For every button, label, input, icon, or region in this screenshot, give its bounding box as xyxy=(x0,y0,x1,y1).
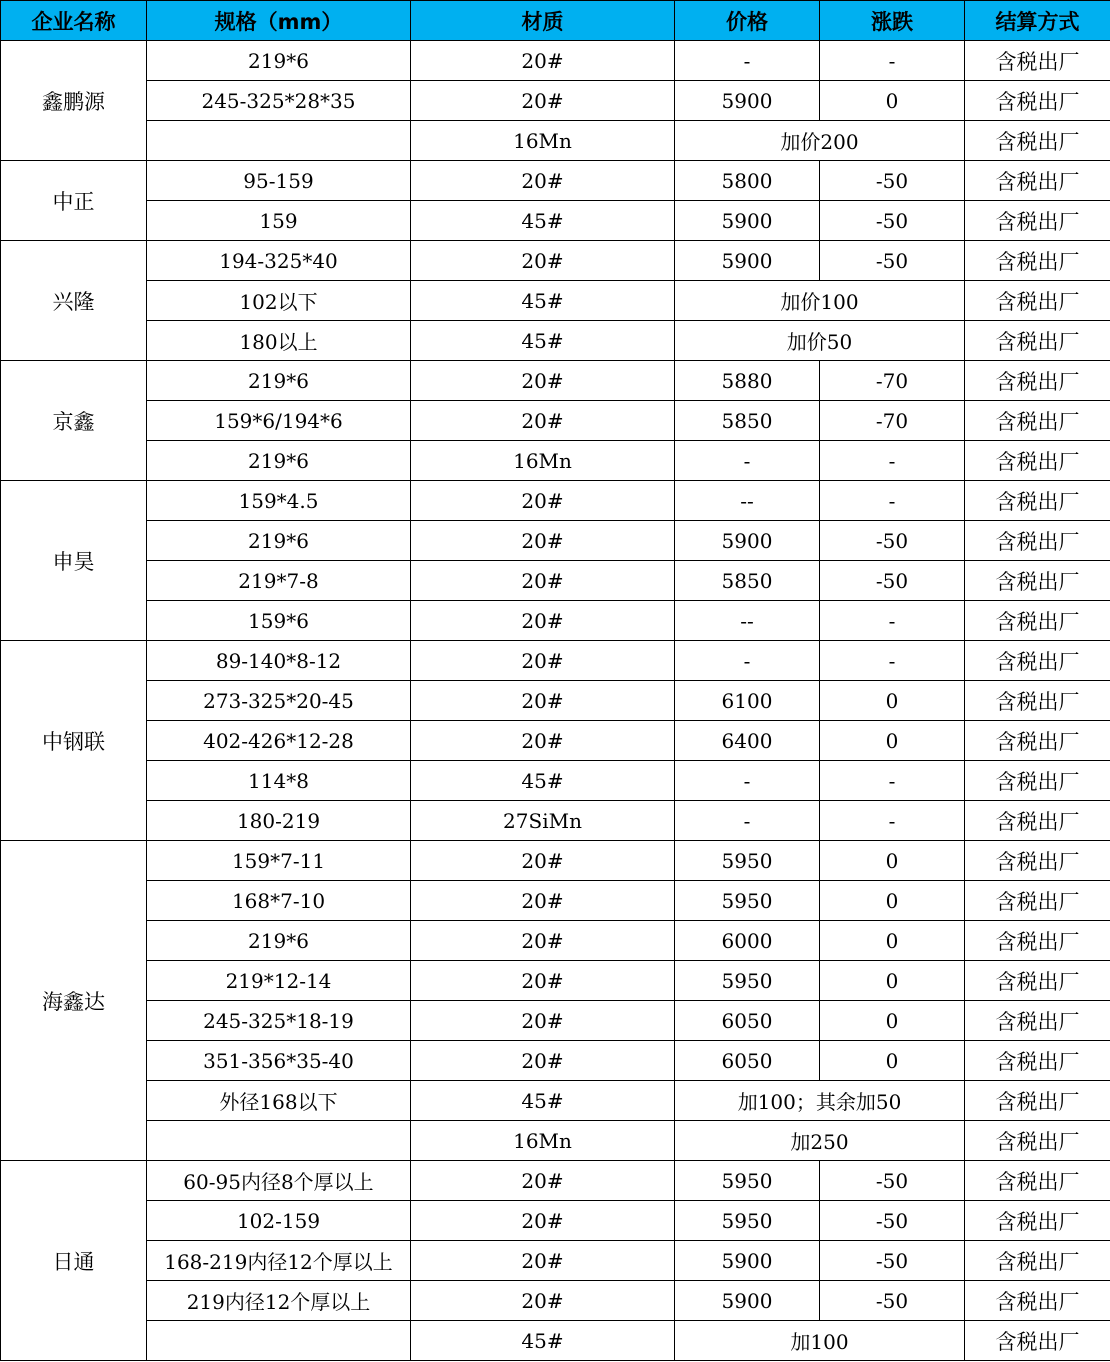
settlement-cell: 含税出厂 xyxy=(965,1201,1110,1241)
spec-cell: 180-219 xyxy=(147,801,411,841)
change-cell: - xyxy=(820,441,965,481)
table-row xyxy=(1,1121,1110,1161)
spec-cell: 219*6 xyxy=(147,441,411,481)
price-cell: 5950 xyxy=(675,961,820,1001)
material-cell: 20# xyxy=(411,841,675,881)
spec-cell: 95-159 xyxy=(147,161,411,201)
price-change-merged-cell: 加100；其余加50 xyxy=(675,1081,965,1121)
table-row xyxy=(1,1241,1110,1281)
change-cell: -50 xyxy=(820,521,965,561)
company-cell: 中钢联 xyxy=(1,641,147,841)
material-cell: 20# xyxy=(411,241,675,281)
settlement-cell: 含税出厂 xyxy=(965,1001,1110,1041)
material-cell: 20# xyxy=(411,881,675,921)
spec-cell: 351-356*35-40 xyxy=(147,1041,411,1081)
settlement-cell: 含税出厂 xyxy=(965,361,1110,401)
table-row xyxy=(1,1161,1110,1201)
material-cell: 20# xyxy=(411,681,675,721)
change-cell: -50 xyxy=(820,1201,965,1241)
table-row xyxy=(1,281,1110,321)
price-cell: - xyxy=(675,441,820,481)
price-cell: 5880 xyxy=(675,361,820,401)
price-cell: - xyxy=(675,801,820,841)
spec-cell xyxy=(147,1321,411,1361)
table-row xyxy=(1,121,1110,161)
change-cell: - xyxy=(820,801,965,841)
table-row xyxy=(1,1281,1110,1321)
spec-cell: 245-325*28*35 xyxy=(147,81,411,121)
header-spec: 规格（mm） xyxy=(147,1,411,41)
table-row xyxy=(1,761,1110,801)
spec-cell: 159*6 xyxy=(147,601,411,641)
settlement-cell: 含税出厂 xyxy=(965,721,1110,761)
change-cell: 0 xyxy=(820,961,965,1001)
table-row xyxy=(1,241,1110,281)
change-cell: 0 xyxy=(820,841,965,881)
price-cell: 6000 xyxy=(675,921,820,961)
material-cell: 45# xyxy=(411,761,675,801)
material-cell: 16Mn xyxy=(411,1121,675,1161)
price-cell: 5950 xyxy=(675,881,820,921)
settlement-cell: 含税出厂 xyxy=(965,1281,1110,1321)
company-cell: 兴隆 xyxy=(1,241,147,361)
settlement-cell: 含税出厂 xyxy=(965,1121,1110,1161)
spec-cell: 402-426*12-28 xyxy=(147,721,411,761)
company-cell: 中正 xyxy=(1,161,147,241)
price-cell: 5850 xyxy=(675,561,820,601)
price-cell: - xyxy=(675,761,820,801)
change-cell: -70 xyxy=(820,361,965,401)
spec-cell: 159*7-11 xyxy=(147,841,411,881)
settlement-cell: 含税出厂 xyxy=(965,601,1110,641)
material-cell: 20# xyxy=(411,81,675,121)
change-cell: -50 xyxy=(820,241,965,281)
spec-cell: 180以上 xyxy=(147,321,411,361)
price-cell: 5900 xyxy=(675,521,820,561)
table-row xyxy=(1,401,1110,441)
price-cell: 5850 xyxy=(675,401,820,441)
price-cell: 5900 xyxy=(675,1281,820,1321)
material-cell: 20# xyxy=(411,921,675,961)
table-row xyxy=(1,921,1110,961)
table-row xyxy=(1,1041,1110,1081)
header-settlement: 结算方式 xyxy=(965,1,1110,41)
change-cell: -50 xyxy=(820,1241,965,1281)
material-cell: 20# xyxy=(411,1201,675,1241)
table-row xyxy=(1,441,1110,481)
table-row xyxy=(1,681,1110,721)
table-row xyxy=(1,41,1110,81)
settlement-cell: 含税出厂 xyxy=(965,481,1110,521)
settlement-cell: 含税出厂 xyxy=(965,561,1110,601)
settlement-cell: 含税出厂 xyxy=(965,801,1110,841)
spec-cell: 168*7-10 xyxy=(147,881,411,921)
change-cell: - xyxy=(820,641,965,681)
settlement-cell: 含税出厂 xyxy=(965,241,1110,281)
table-row xyxy=(1,721,1110,761)
spec-cell: 219*6 xyxy=(147,361,411,401)
price-change-merged-cell: 加价50 xyxy=(675,321,965,361)
price-change-merged-cell: 加100 xyxy=(675,1321,965,1361)
table-row xyxy=(1,521,1110,561)
price-cell: 5900 xyxy=(675,201,820,241)
company-cell: 海鑫达 xyxy=(1,841,147,1161)
price-cell: 5900 xyxy=(675,1241,820,1281)
material-cell: 45# xyxy=(411,1321,675,1361)
price-cell: 5900 xyxy=(675,81,820,121)
table-row xyxy=(1,81,1110,121)
change-cell: -50 xyxy=(820,1161,965,1201)
spec-cell: 219内径12个厚以上 xyxy=(147,1281,411,1321)
table-row xyxy=(1,841,1110,881)
spec-cell: 89-140*8-12 xyxy=(147,641,411,681)
change-cell: 0 xyxy=(820,1001,965,1041)
settlement-cell: 含税出厂 xyxy=(965,841,1110,881)
price-cell: 5950 xyxy=(675,1161,820,1201)
settlement-cell: 含税出厂 xyxy=(965,961,1110,1001)
table-row xyxy=(1,161,1110,201)
change-cell: -50 xyxy=(820,161,965,201)
price-cell: - xyxy=(675,41,820,81)
table-row xyxy=(1,481,1110,521)
change-cell: - xyxy=(820,601,965,641)
material-cell: 27SiMn xyxy=(411,801,675,841)
material-cell: 20# xyxy=(411,361,675,401)
settlement-cell: 含税出厂 xyxy=(965,1241,1110,1281)
table-row xyxy=(1,321,1110,361)
change-cell: -50 xyxy=(820,201,965,241)
table-row xyxy=(1,1201,1110,1241)
settlement-cell: 含税出厂 xyxy=(965,281,1110,321)
material-cell: 16Mn xyxy=(411,441,675,481)
table-row xyxy=(1,1321,1110,1361)
price-cell: 5900 xyxy=(675,241,820,281)
price-cell: 6050 xyxy=(675,1041,820,1081)
header-row xyxy=(1,1,1110,41)
material-cell: 45# xyxy=(411,321,675,361)
change-cell: -50 xyxy=(820,561,965,601)
company-cell: 京鑫 xyxy=(1,361,147,481)
table-row xyxy=(1,561,1110,601)
table-row xyxy=(1,1001,1110,1041)
price-change-merged-cell: 加价100 xyxy=(675,281,965,321)
header-material: 材质 xyxy=(411,1,675,41)
table-row xyxy=(1,601,1110,641)
material-cell: 20# xyxy=(411,161,675,201)
material-cell: 20# xyxy=(411,1281,675,1321)
spec-cell: 219*6 xyxy=(147,521,411,561)
material-cell: 20# xyxy=(411,521,675,561)
table-row xyxy=(1,801,1110,841)
price-cell: 6100 xyxy=(675,681,820,721)
header-price: 价格 xyxy=(675,1,820,41)
table-row xyxy=(1,641,1110,681)
table-body xyxy=(1,41,1110,1361)
settlement-cell: 含税出厂 xyxy=(965,641,1110,681)
price-change-merged-cell: 加250 xyxy=(675,1121,965,1161)
change-cell: 0 xyxy=(820,681,965,721)
spec-cell xyxy=(147,121,411,161)
settlement-cell: 含税出厂 xyxy=(965,681,1110,721)
spec-cell: 159*6/194*6 xyxy=(147,401,411,441)
spec-cell: 273-325*20-45 xyxy=(147,681,411,721)
spec-cell: 159*4.5 xyxy=(147,481,411,521)
material-cell: 20# xyxy=(411,1241,675,1281)
spec-cell: 102-159 xyxy=(147,1201,411,1241)
price-cell: - xyxy=(675,641,820,681)
change-cell: 0 xyxy=(820,721,965,761)
settlement-cell: 含税出厂 xyxy=(965,521,1110,561)
change-cell: - xyxy=(820,761,965,801)
material-cell: 20# xyxy=(411,1001,675,1041)
change-cell: -70 xyxy=(820,401,965,441)
settlement-cell: 含税出厂 xyxy=(965,1321,1110,1361)
material-cell: 20# xyxy=(411,561,675,601)
spec-cell: 194-325*40 xyxy=(147,241,411,281)
spec-cell: 外径168以下 xyxy=(147,1081,411,1121)
settlement-cell: 含税出厂 xyxy=(965,401,1110,441)
change-cell: - xyxy=(820,481,965,521)
spec-cell: 219*7-8 xyxy=(147,561,411,601)
spec-cell: 219*6 xyxy=(147,921,411,961)
header-change: 涨跌 xyxy=(820,1,965,41)
material-cell: 45# xyxy=(411,201,675,241)
header-company: 企业名称 xyxy=(1,1,147,41)
settlement-cell: 含税出厂 xyxy=(965,1041,1110,1081)
material-cell: 20# xyxy=(411,641,675,681)
company-cell: 申昊 xyxy=(1,481,147,641)
material-cell: 45# xyxy=(411,281,675,321)
change-cell: -50 xyxy=(820,1281,965,1321)
material-cell: 20# xyxy=(411,401,675,441)
spec-cell: 168-219内径12个厚以上 xyxy=(147,1241,411,1281)
settlement-cell: 含税出厂 xyxy=(965,441,1110,481)
company-cell: 日通 xyxy=(1,1161,147,1361)
table-row xyxy=(1,361,1110,401)
change-cell: 0 xyxy=(820,1041,965,1081)
settlement-cell: 含税出厂 xyxy=(965,1161,1110,1201)
change-cell: 0 xyxy=(820,81,965,121)
material-cell: 45# xyxy=(411,1081,675,1121)
table-row xyxy=(1,881,1110,921)
table-row xyxy=(1,1081,1110,1121)
settlement-cell: 含税出厂 xyxy=(965,121,1110,161)
material-cell: 20# xyxy=(411,41,675,81)
spec-cell: 114*8 xyxy=(147,761,411,801)
settlement-cell: 含税出厂 xyxy=(965,1081,1110,1121)
price-change-merged-cell: 加价200 xyxy=(675,121,965,161)
spec-cell: 60-95内径8个厚以上 xyxy=(147,1161,411,1201)
price-cell: 5950 xyxy=(675,1201,820,1241)
settlement-cell: 含税出厂 xyxy=(965,761,1110,801)
settlement-cell: 含税出厂 xyxy=(965,921,1110,961)
material-cell: 20# xyxy=(411,721,675,761)
settlement-cell: 含税出厂 xyxy=(965,41,1110,81)
settlement-cell: 含税出厂 xyxy=(965,881,1110,921)
material-cell: 20# xyxy=(411,601,675,641)
change-cell: 0 xyxy=(820,881,965,921)
price-cell: 6050 xyxy=(675,1001,820,1041)
price-cell: -- xyxy=(675,601,820,641)
settlement-cell: 含税出厂 xyxy=(965,201,1110,241)
change-cell: 0 xyxy=(820,921,965,961)
price-cell: 5800 xyxy=(675,161,820,201)
spec-cell xyxy=(147,1121,411,1161)
spec-cell: 159 xyxy=(147,201,411,241)
spec-cell: 245-325*18-19 xyxy=(147,1001,411,1041)
material-cell: 16Mn xyxy=(411,121,675,161)
spec-cell: 219*12-14 xyxy=(147,961,411,1001)
table-row xyxy=(1,961,1110,1001)
spec-cell: 219*6 xyxy=(147,41,411,81)
price-cell: -- xyxy=(675,481,820,521)
settlement-cell: 含税出厂 xyxy=(965,321,1110,361)
settlement-cell: 含税出厂 xyxy=(965,81,1110,121)
material-cell: 20# xyxy=(411,1161,675,1201)
table-row xyxy=(1,201,1110,241)
price-cell: 5950 xyxy=(675,841,820,881)
material-cell: 20# xyxy=(411,481,675,521)
material-cell: 20# xyxy=(411,1041,675,1081)
company-cell: 鑫鹏源 xyxy=(1,41,147,161)
spec-cell: 102以下 xyxy=(147,281,411,321)
settlement-cell: 含税出厂 xyxy=(965,161,1110,201)
change-cell: - xyxy=(820,41,965,81)
price-cell: 6400 xyxy=(675,721,820,761)
material-cell: 20# xyxy=(411,961,675,1001)
